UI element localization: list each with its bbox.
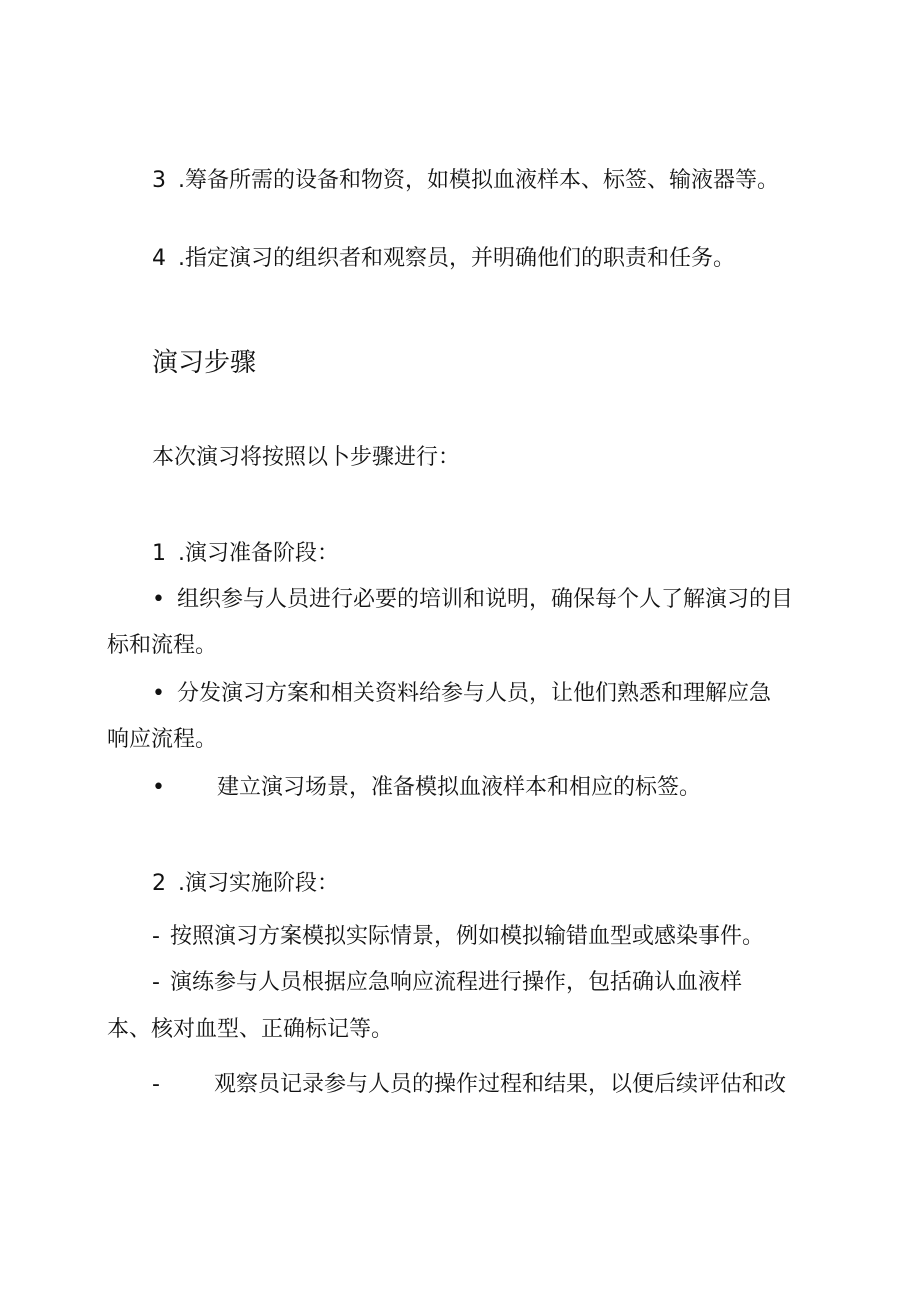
bullet-marker: • [152, 587, 165, 612]
phase2-title [152, 869, 339, 899]
phase2-item-2-cont: 本、核对血型、正确标记等。 [107, 1017, 394, 1042]
prep-item-number: 4 [152, 246, 166, 271]
prep-item-text: .指定演习的组织者和观察员，并明确他们的职责和任务。 [178, 246, 735, 271]
phase1-bullet-1 [152, 585, 793, 615]
phase1-bullet-3 [152, 773, 701, 803]
phase1-bullet-2-cont: 响应流程。 [107, 727, 218, 752]
section-title: 演习步骤 [152, 348, 257, 378]
item-text: 观察员记录参与人员的操作过程和结果，以便后续评估和改 [213, 1072, 786, 1097]
phase-title-text: .演习准备阶段： [178, 541, 339, 566]
bullet-text: 组织参与人员进行必要的培训和说明，确保每个人了解演习的目 [176, 587, 793, 612]
item-text: 演练参与人员根据应急响应流程进行操作，包括确认血液样 [169, 970, 742, 995]
bullet-text: 建立演习场景，准备模拟血液样本和相应的标签。 [216, 775, 701, 800]
phase-number: 1 [152, 541, 166, 566]
dash-marker: - [152, 1072, 160, 1097]
phase2-item-3 [152, 1070, 786, 1100]
phase2-item-1 [152, 922, 764, 952]
prep-item-number: 3 [152, 168, 166, 193]
dash-marker: - [152, 924, 160, 949]
phase1-bullet-2 [152, 679, 771, 709]
phase2-item-2 [152, 968, 742, 998]
phase1-bullet-1-cont: 标和流程。 [107, 633, 218, 658]
prep-item-text: .筹备所需的设备和物资，如模拟血液样本、标签、输液器等。 [178, 168, 779, 193]
phase-number: 2 [152, 871, 166, 896]
prep-item-4 [152, 244, 735, 274]
dash-marker: - [152, 970, 160, 995]
phase1-title [152, 539, 339, 569]
intro-text: 本次演习将按照以卜步骤进行： [152, 445, 461, 470]
prep-item-3 [152, 166, 779, 196]
item-text: 按照演习方案模拟实际情景，例如模拟输错血型或感染事件。 [169, 924, 764, 949]
phase-title-text: .演习实施阶段： [178, 871, 339, 896]
bullet-marker: • [152, 775, 165, 800]
bullet-text: 分发演习方案和相关资料给参与人员，让他们熟悉和理解应急 [176, 681, 771, 706]
bullet-marker: • [152, 681, 165, 706]
